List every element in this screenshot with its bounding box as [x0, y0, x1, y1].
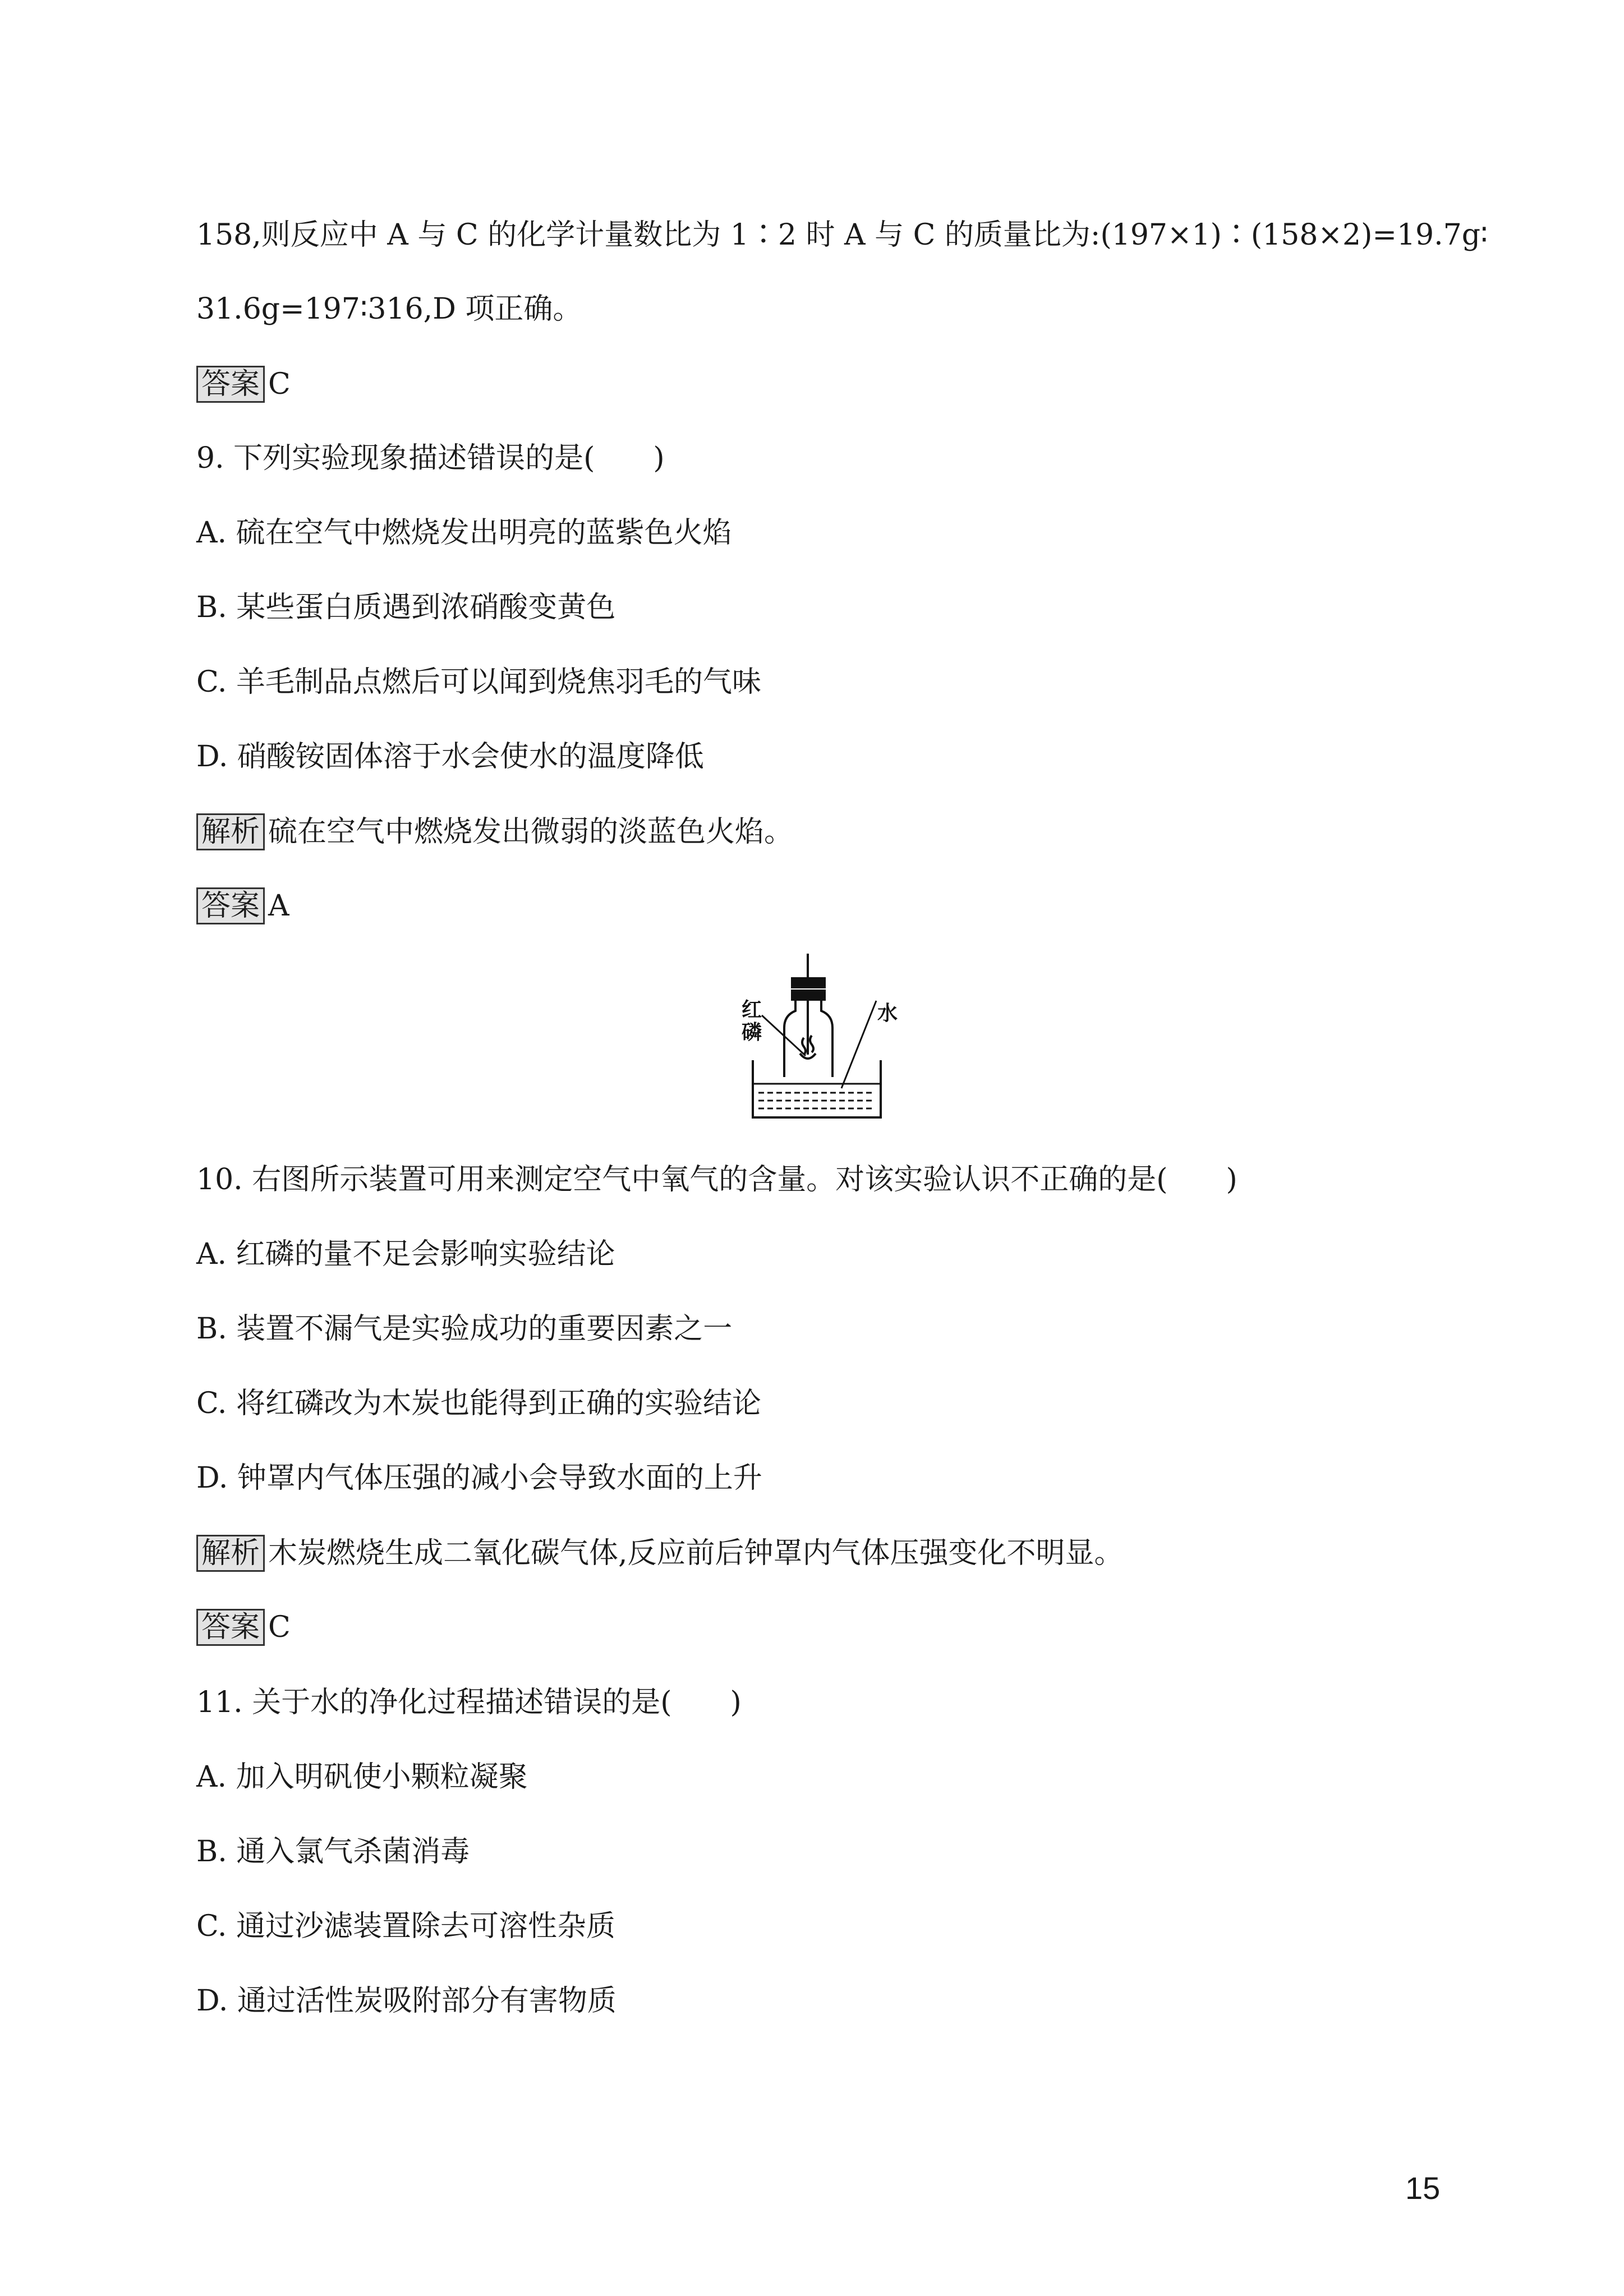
question-9-answer	[196, 887, 289, 924]
figure-label-red-1: 红	[742, 999, 762, 1022]
answer-value: C	[268, 1611, 291, 1644]
question-10-analysis	[196, 1535, 1124, 1572]
question-11-option-a: A. 加入明矾使小颗粒凝聚	[196, 1760, 528, 1794]
question-9-analysis	[196, 813, 793, 850]
answer-tag: 答案	[196, 1609, 265, 1646]
question-9-option-b: B. 某些蛋白质遇到浓硝酸变黄色	[196, 591, 616, 624]
question-9-stem: 9. 下列实验现象描述错误的是( )	[196, 441, 665, 475]
answer-tag: 答案	[196, 887, 265, 924]
bell-jar-apparatus-figure	[729, 954, 914, 1122]
answer-row-q8	[196, 366, 291, 403]
question-10-option-d: D. 钟罩内气体压强的减小会导致水面的上升	[196, 1461, 762, 1495]
figure-label-water: 水	[877, 1002, 898, 1025]
question-10-option-a: A. 红磷的量不足会影响实验结论	[196, 1237, 615, 1271]
analysis-tag: 解析	[196, 1535, 265, 1572]
analysis-text: 木炭燃烧生成二氧化碳气体,反应前后钟罩内气体压强变化不明显。	[268, 1536, 1124, 1570]
question-10-option-b: B. 装置不漏气是实验成功的重要因素之一	[196, 1312, 733, 1346]
solution-text-line-2: 31.6g=197∶316,D 项正确。	[196, 292, 582, 326]
analysis-text: 硫在空气中燃烧发出微弱的淡蓝色火焰。	[268, 815, 794, 849]
question-9-option-d: D. 硝酸铵固体溶于水会使水的温度降低	[196, 740, 704, 774]
answer-value: A	[268, 889, 289, 923]
question-10-answer	[196, 1609, 291, 1646]
question-11-option-b: B. 通入氯气杀菌消毒	[196, 1835, 470, 1869]
question-10-option-c: C. 将红磷改为木炭也能得到正确的实验结论	[196, 1387, 761, 1420]
figure-label-red-2: 磷	[742, 1021, 762, 1044]
question-11-stem: 11. 关于水的净化过程描述错误的是( )	[196, 1686, 742, 1719]
answer-value: C	[268, 367, 291, 401]
question-11-option-c: C. 通过沙滤装置除去可溶性杂质	[196, 1910, 615, 1943]
answer-tag: 答案	[196, 366, 265, 403]
question-9-option-c: C. 羊毛制品点燃后可以闻到烧焦羽毛的气味	[196, 665, 761, 699]
question-9-option-a: A. 硫在空气中燃烧发出明亮的蓝紫色火焰	[196, 516, 732, 550]
analysis-tag: 解析	[196, 813, 265, 850]
question-10-stem: 10. 右图所示装置可用来测定空气中氧气的含量。对该实验认识不正确的是( )	[196, 1163, 1237, 1197]
question-11-option-d: D. 通过活性炭吸附部分有害物质	[196, 1984, 617, 2018]
solution-text-line-1: 158,则反应中 A 与 C 的化学计量数比为 1∶2 时 A 与 C 的质量比为:(197×1)∶(158×2)=19.7g∶	[196, 218, 1488, 252]
page-number: 15	[1405, 2170, 1441, 2206]
